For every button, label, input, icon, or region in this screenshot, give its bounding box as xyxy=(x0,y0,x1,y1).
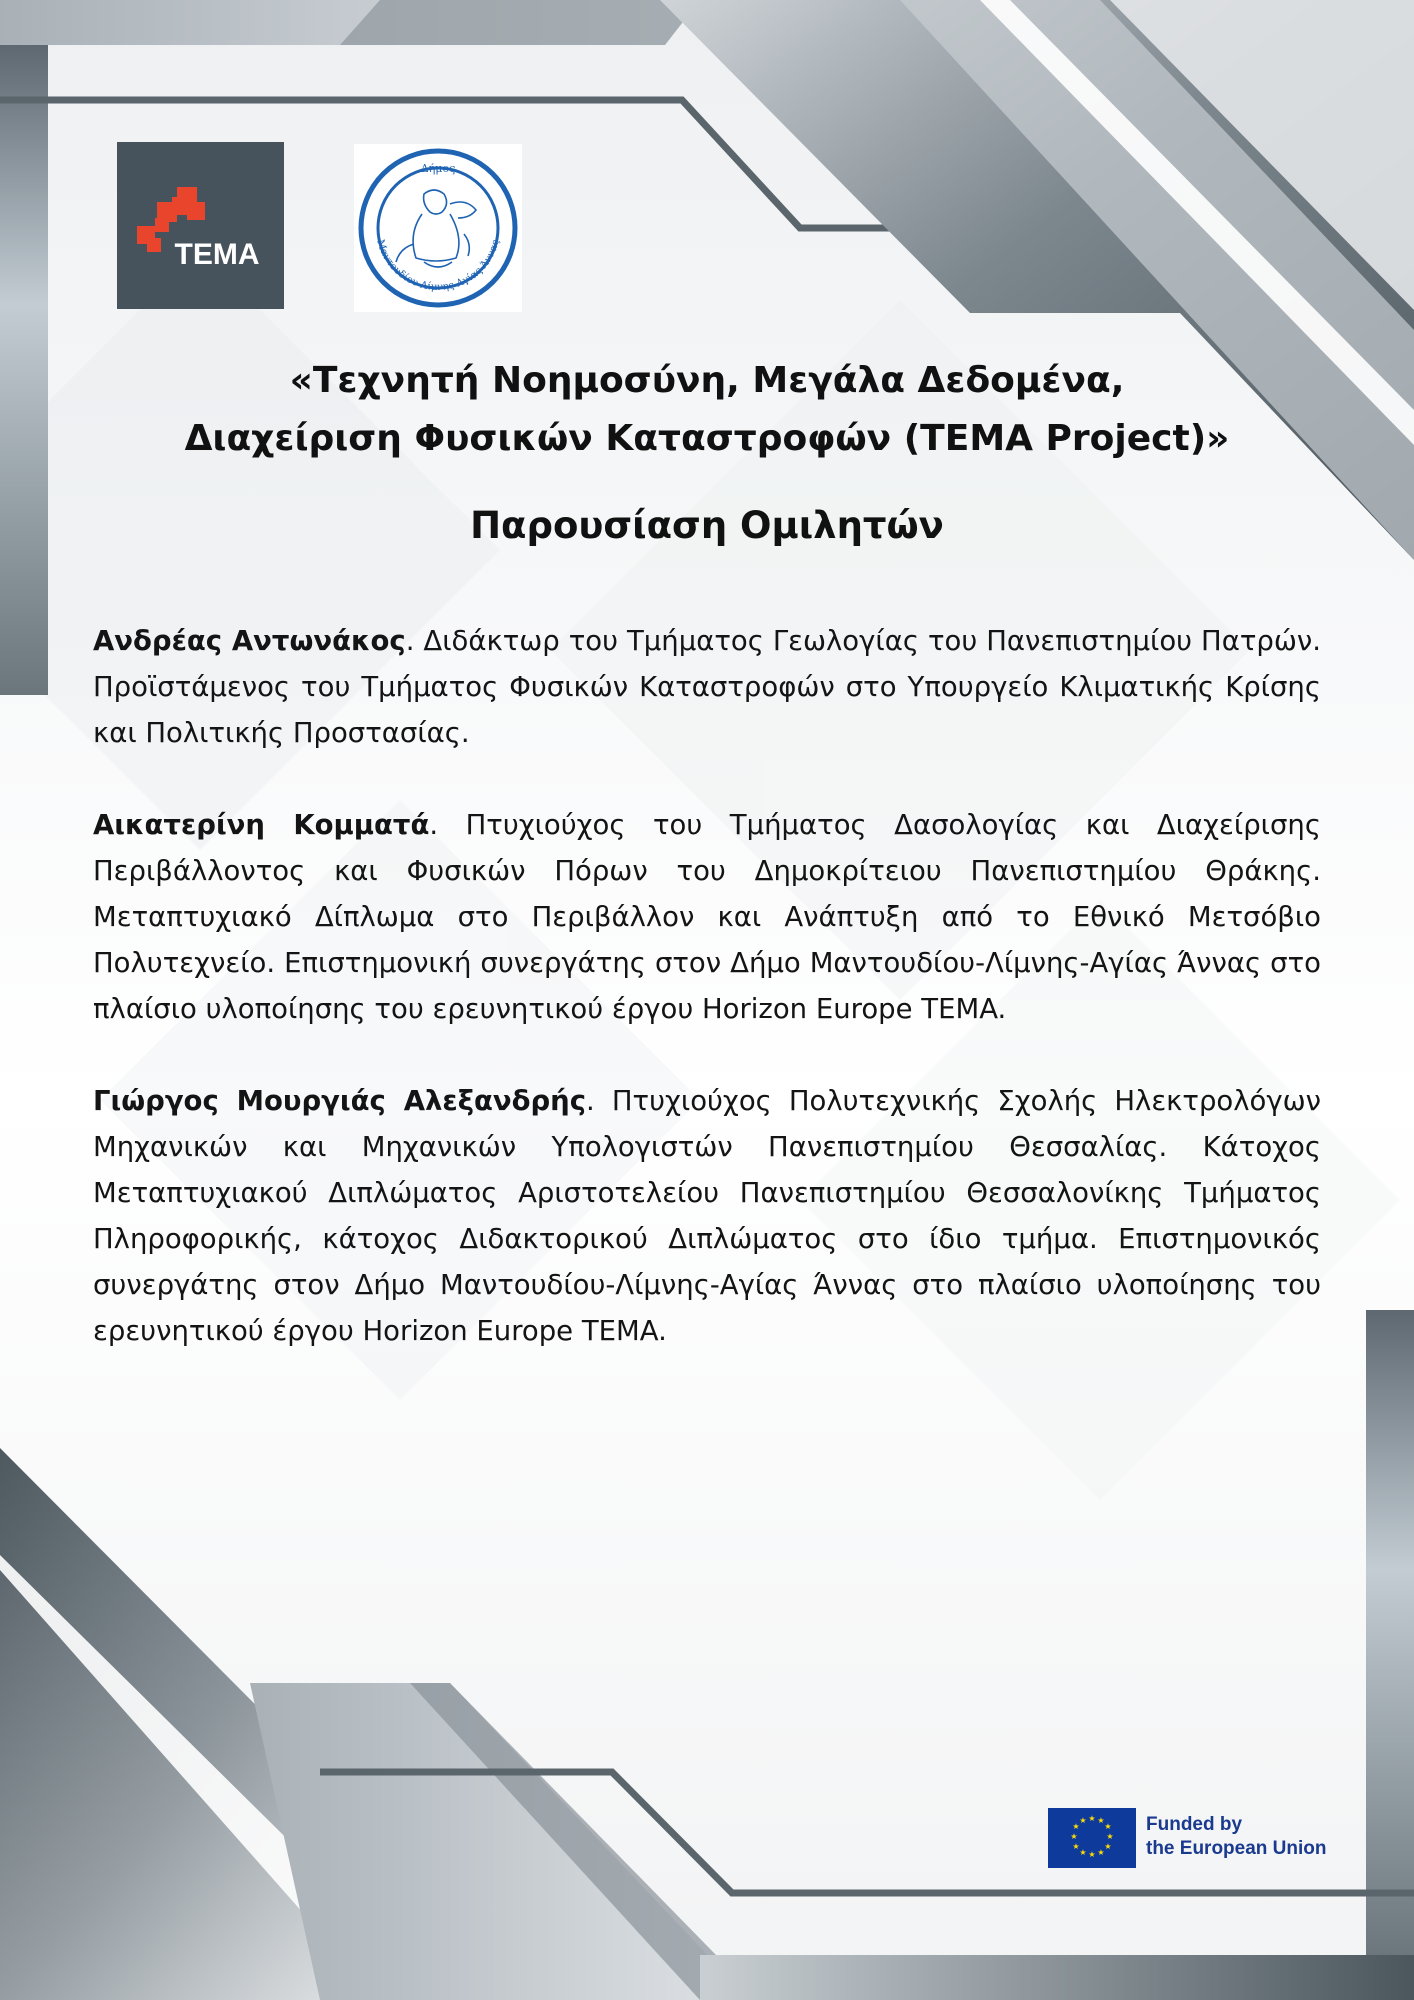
speaker-description: . Πτυχιούχος του Τμήματος Δασολογίας και Διαχείρισης Περιβάλλοντος και Φυσικών Πόρων του Δημοκρίτειου Πανεπιστημίου Θράκης. Μεταπτυχιακό Δίπλωμα στο Περιβάλλον και Ανάπτυξη από το Εθνικό Μετσόβιο Πολυτεχνείο. Επιστημονική συνεργάτης στον Δήμο Μαντουδίου-Λίμνης-Αγίας Άννας στο πλαίσιο υλοποίησης του ερευνητικού έργου Horizon Europe TEMA. xyxy=(93,809,1321,1025)
eu-funding-line2: the European Union xyxy=(1146,1838,1327,1859)
tema-logo xyxy=(117,142,284,309)
svg-text:★: ★ xyxy=(1088,1814,1096,1823)
svg-text:★: ★ xyxy=(1097,1848,1105,1857)
svg-text:★: ★ xyxy=(1097,1816,1105,1825)
speaker-bio xyxy=(93,802,1321,1032)
event-title xyxy=(100,352,1314,468)
speaker-description: . Πτυχιούχος Πολυτεχνικής Σχολής Ηλεκτρολόγων Μηχανικών και Μηχανικών Υπολογιστών Πανεπιστημίου Θεσσαλίας. Κάτοχος Μεταπτυχιακού Διπλώματος Αριστοτελείου Πανεπιστημίου Θεσσαλονίκης Τμήματος Πληροφορικής, κάτοχος Διδακτορικού Διπλώματος στο ίδιο τμήμα. Επιστημονικός συνεργάτης στον Δήμο Μαντουδίου-Λίμνης-Αγίας Άννας στο πλαίσιο υλοποίησης του ερευνητικού έργου Horizon Europe TEMA. xyxy=(93,1085,1321,1347)
seal-top-text: Δήμος xyxy=(420,162,456,175)
svg-text:★: ★ xyxy=(1104,1842,1112,1851)
speaker-name: Ανδρέας Αντωνάκος xyxy=(93,625,406,657)
svg-text:★: ★ xyxy=(1104,1822,1112,1831)
svg-text:★: ★ xyxy=(1072,1842,1080,1851)
speaker-bio xyxy=(93,618,1321,756)
section-heading: Παρουσίαση Ομιλητών xyxy=(470,504,944,547)
svg-text:★: ★ xyxy=(1088,1850,1096,1859)
svg-text:★: ★ xyxy=(1079,1848,1087,1857)
eu-flag-icon xyxy=(1048,1808,1136,1868)
eu-funding-badge xyxy=(1048,1808,1348,1868)
speaker-description: . Διδάκτωρ του Τμήματος Γεωλογίας του Πανεπιστημίου Πατρών. Προϊστάμενος του Τμήματος Φυσικών Καταστροφών στο Υπουργείο Κλιματικής Κρίσης και Πολιτικής Προστασίας. xyxy=(93,625,1321,749)
seal-ring-text: Μαντουδίου Λίμνης Αγίας Άννας xyxy=(374,238,502,294)
speaker-bio xyxy=(93,1078,1321,1354)
speaker-name: Αικατερίνη Κομματά xyxy=(93,809,430,841)
event-title-line1: «Τεχνητή Νοημοσύνη, Μεγάλα Δεδομένα, xyxy=(289,360,1125,401)
speaker-list xyxy=(93,618,1321,1400)
eu-funding-line1: Funded by xyxy=(1146,1814,1243,1835)
svg-text:★: ★ xyxy=(1070,1832,1078,1841)
tema-logo-text: TEMA xyxy=(174,238,260,271)
svg-text:★: ★ xyxy=(1106,1832,1114,1841)
svg-text:★: ★ xyxy=(1072,1822,1080,1831)
municipality-seal xyxy=(354,144,522,312)
svg-text:★: ★ xyxy=(1079,1816,1087,1825)
eu-funding-text xyxy=(1146,1813,1327,1861)
event-title-line2: Διαχείριση Φυσικών Καταστροφών (TEMA Project)» xyxy=(184,418,1230,459)
speaker-name: Γιώργος Μουργιάς Αλεξανδρής xyxy=(93,1085,587,1117)
